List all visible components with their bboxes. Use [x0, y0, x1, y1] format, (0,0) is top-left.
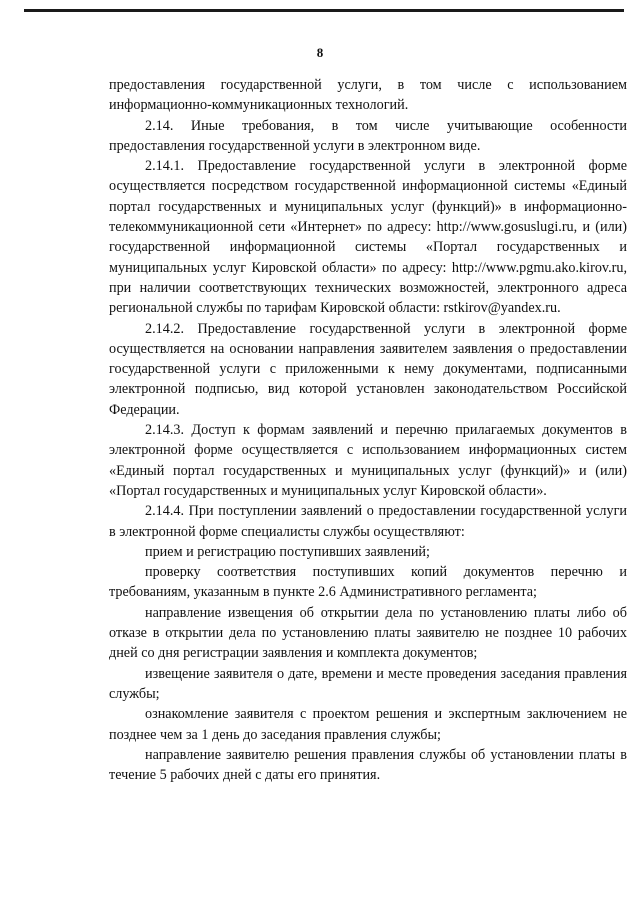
paragraph: 2.14.3. Доступ к формам заявлений и перечню прилагаемых документов в электронной форме осуществляется с использованием информационных систем «Единый портал государственных и муниципальных услуг (функций)» и (или) «Портал государственных и муниципальных услуг Кировской области».	[109, 422, 627, 499]
paragraph: извещение заявителя о дате, времени и месте проведения заседания правления службы;	[109, 665, 627, 702]
top-border-line	[24, 9, 624, 12]
paragraph: 2.14.2. Предоставление государственной услуги в электронной форме осуществляется на основании направления заявителем заявления о предоставлении государственной услуги с приложенными к нему документами, подписанными электронной подписью, вид которой установлен законодательством Российской Федерации.	[109, 320, 627, 418]
page-number: 8	[316, 45, 324, 60]
paragraph: 2.14.1. Предоставление государственной услуги в электронной форме осуществляется посредством государственной информационной системы «Единый портал государственных и муниципальных услуг (функций)» в информационно-телекоммуникационной сети «Интернет» по адресу: http://www.gosuslugi.ru, и (или) государственной информационной системы «Портал государственных и муниципальных услуг Кировской области» по адресу: http://www.pgmu.ako.kirov.ru, при наличии соответствующих технических возможностей, электронного адреса региональной службы по тарифам Кировской области: rstkirov@yandex.ru.	[109, 158, 627, 317]
paragraph: направление извещения об открытии дела по установлению платы либо об отказе в открытии дела по установлению платы заявителю не позднее 10 рабочих дней со дня регистрации заявления и комплекта документов;	[109, 604, 627, 662]
paragraph: 2.14.4. При поступлении заявлений о предоставлении государственной услуги в электронной форме специалисты службы осуществляют:	[109, 503, 627, 540]
paragraph: направление заявителю решения правления службы об установлении платы в течение 5 рабочих дней с даты его принятия.	[109, 746, 627, 784]
paragraph: 2.14. Иные требования, в том числе учитывающие особенности предоставления государственной услуги в электронном виде.	[109, 117, 627, 154]
paragraph: ознакомление заявителя с проектом решения и экспертным заключением не позднее чем за 1 день до заседания правления службы;	[109, 706, 627, 743]
paragraph: проверку соответствия поступивших копий документов перечню и требованиям, указанным в пункте 2.6 Административного регламента;	[109, 564, 627, 601]
paragraph: предоставления государственной услуги, в том числе с использованием информационно-коммуникационных технологий.	[109, 77, 627, 114]
paragraph: прием и регистрацию поступивших заявлений;	[145, 543, 430, 560]
document-body	[109, 75, 627, 785]
